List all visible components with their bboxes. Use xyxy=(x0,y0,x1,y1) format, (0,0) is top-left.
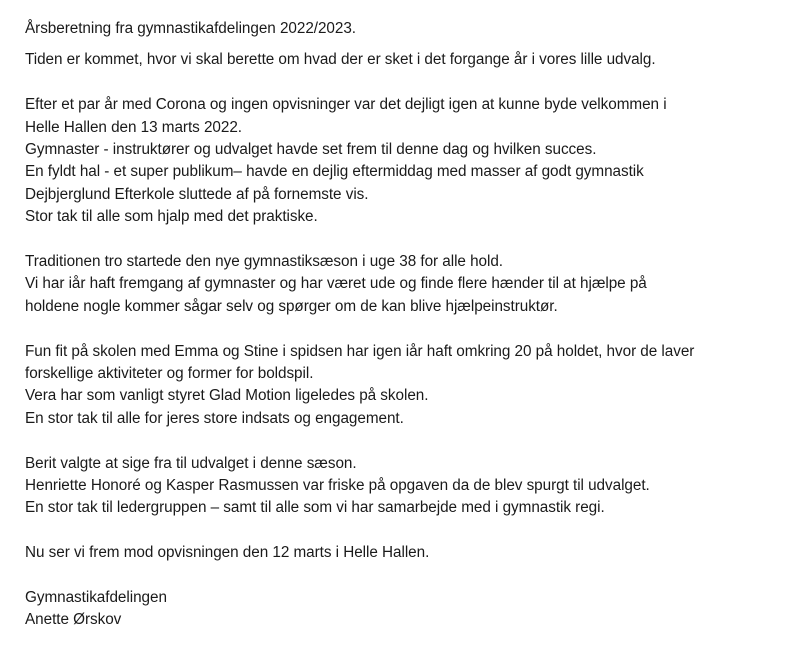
paragraph-line: Gymnaster - instruktører og udvalget havde set frem til denne dag og hvilken succes. xyxy=(25,141,597,159)
signature-organization: Gymnastikafdelingen xyxy=(25,589,167,607)
paragraph-committee xyxy=(25,453,774,520)
paragraph-line: Fun fit på skolen med Emma og Stine i spidsen har igen iår haft omkring 20 på holdet, hvor de laver xyxy=(25,342,695,360)
closing-text: Nu ser vi frem mod opvisningen den 12 marts i Helle Hallen. xyxy=(25,544,430,562)
intro-text: Tiden er kommet, hvor vi skal berette om hvad der er sket i det forgange år i vores lille udvalg. xyxy=(25,51,656,69)
paragraph-new-season xyxy=(25,251,774,318)
spacer xyxy=(25,40,774,49)
paragraph-line: Dejbjerglund Efterkole sluttede af på fornemste vis. xyxy=(25,185,369,203)
signature-name: Anette Ørskov xyxy=(25,611,122,629)
document-title: Årsberetning fra gymnastikafdelingen 2022/2023. xyxy=(25,20,357,37)
spacer xyxy=(25,229,774,251)
paragraph-fun-fit xyxy=(25,341,774,431)
paragraph-line: Vi har iår haft fremgang af gymnaster og har været ude og finde flere hænder til at hjælpe på xyxy=(25,275,647,293)
paragraph-line: holdene nogle kommer sågar selv og spørger om de kan blive hjælpeinstruktør. xyxy=(25,297,558,315)
paragraph-line: En stor tak til alle for jeres store indsats og engagement. xyxy=(25,409,404,427)
paragraph-line: Efter et par år med Corona og ingen opvisninger var det dejligt igen at kunne byde velkommen i xyxy=(25,96,667,114)
spacer xyxy=(25,430,774,452)
spacer xyxy=(25,565,774,587)
paragraph-line: Traditionen tro startede den nye gymnastiksæson i uge 38 for alle hold. xyxy=(25,253,504,271)
paragraph-line: Helle Hallen den 13 marts 2022. xyxy=(25,118,242,136)
spacer xyxy=(25,520,774,542)
paragraph-line: Berit valgte at sige fra til udvalget i denne sæson. xyxy=(25,454,357,472)
spacer xyxy=(25,72,774,94)
spacer xyxy=(25,318,774,340)
paragraph-line: forskellige aktiviteter og former for boldspil. xyxy=(25,365,314,383)
paragraph-line: En fyldt hal - et super publikum– havde en dejlig eftermiddag med masser af godt gymnastik xyxy=(25,163,644,181)
paragraph-line: Henriette Honoré og Kasper Rasmussen var friske på opgaven da de blev spurgt til udvalget. xyxy=(25,477,650,495)
paragraph-line: Vera har som vanligt styret Glad Motion ligeledes på skolen. xyxy=(25,387,429,405)
paragraph-corona-show xyxy=(25,94,774,228)
paragraph-line: Stor tak til alle som hjalp med det praktiske. xyxy=(25,208,318,226)
signature-block xyxy=(25,587,774,632)
paragraph-line: En stor tak til ledergruppen – samt til alle som vi har samarbejde med i gymnastik regi. xyxy=(25,499,605,517)
